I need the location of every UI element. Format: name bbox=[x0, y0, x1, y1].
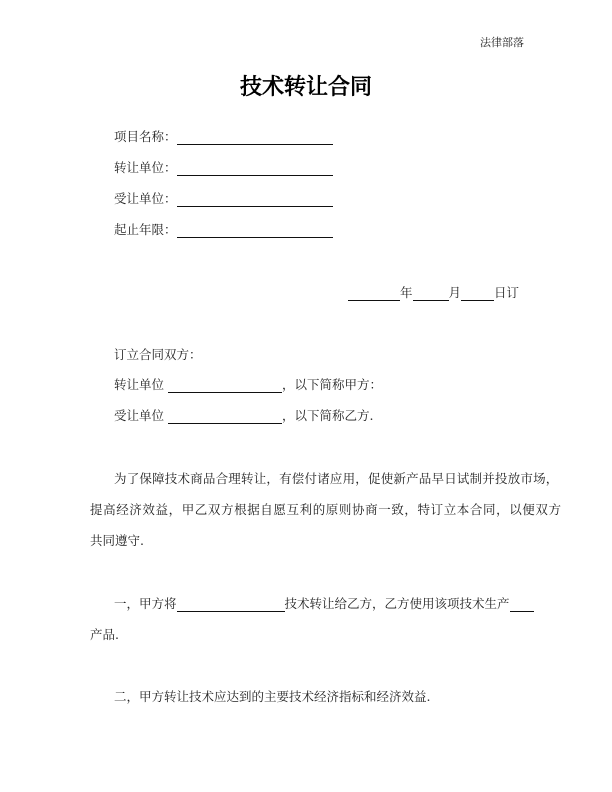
cover-field-transferor bbox=[114, 160, 333, 176]
clause-1-continuation: 产品. bbox=[90, 627, 119, 642]
party-transferor bbox=[114, 377, 382, 393]
year-label: 年 bbox=[400, 285, 413, 300]
date-line bbox=[348, 285, 519, 301]
day-blank[interactable] bbox=[461, 288, 494, 301]
clause-1 bbox=[114, 596, 534, 612]
cover-field-term bbox=[114, 222, 333, 238]
day-label: 日订 bbox=[494, 285, 520, 300]
preamble-line: 提高经济效益，甲乙双方根据自愿互利的原则协商一致，特订立本合同，以便双方 bbox=[90, 502, 562, 517]
month-blank[interactable] bbox=[413, 288, 449, 301]
field-blank[interactable] bbox=[177, 225, 333, 238]
month-label: 月 bbox=[448, 285, 462, 300]
parties-heading: 订立合同双方： bbox=[114, 347, 202, 362]
field-blank[interactable] bbox=[177, 163, 333, 176]
clause-text: 技术转让给乙方，乙方使用该项技术生产 bbox=[284, 596, 510, 611]
preamble-line: 共同遵守. bbox=[90, 533, 144, 548]
field-label: 受让单位： bbox=[114, 191, 177, 206]
field-label: 起止年限： bbox=[114, 222, 177, 237]
header-brand: 法律部落 bbox=[480, 36, 524, 49]
document-title: 技术转让合同 bbox=[239, 75, 372, 100]
party-suffix: ，以下简称甲方： bbox=[282, 377, 383, 392]
clause-blank[interactable] bbox=[510, 599, 534, 612]
field-label: 转让单位： bbox=[114, 160, 177, 175]
year-blank[interactable] bbox=[348, 288, 400, 301]
cover-field-project-name bbox=[114, 129, 333, 145]
field-label: 项目名称： bbox=[114, 129, 177, 144]
field-blank[interactable] bbox=[177, 132, 333, 145]
party-blank[interactable] bbox=[168, 411, 282, 424]
clause-blank[interactable] bbox=[177, 599, 285, 612]
field-blank[interactable] bbox=[177, 194, 333, 207]
party-blank[interactable] bbox=[168, 380, 282, 393]
party-suffix: ，以下简称乙方. bbox=[282, 408, 374, 423]
clause-2: 二，甲方转让技术应达到的主要技术经济指标和经济效益. bbox=[114, 689, 431, 704]
preamble-line: 为了保障技术商品合理转让，有偿付诸应用，促使新产品早日试制并投放市场， bbox=[114, 471, 559, 486]
party-label: 转让单位 bbox=[114, 377, 165, 392]
party-transferee bbox=[114, 408, 374, 424]
clause-text: 一，甲方将 bbox=[114, 596, 177, 611]
cover-field-transferee bbox=[114, 191, 333, 207]
party-label: 受让单位 bbox=[114, 408, 165, 423]
